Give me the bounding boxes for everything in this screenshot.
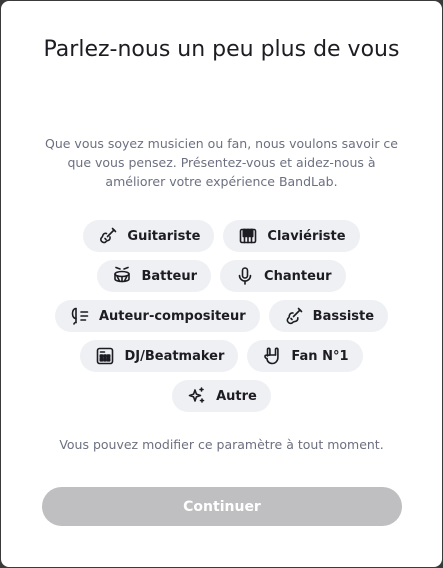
- role-chip-fan[interactable]: [247, 340, 362, 372]
- chip-row: [21, 380, 422, 412]
- role-chip-label: Guitariste: [127, 228, 201, 244]
- modal-title: Parlez-nous un peu plus de vous: [43, 37, 400, 62]
- role-chip-label: Auteur-compositeur: [98, 308, 246, 324]
- songwriter-icon: [70, 306, 90, 326]
- role-chip-dj-beatmaker[interactable]: [80, 340, 238, 372]
- rock-hand-icon: [262, 346, 282, 366]
- role-chip-list: [21, 220, 422, 420]
- role-chip-label: DJ/Beatmaker: [124, 348, 225, 364]
- role-chip-guitariste[interactable]: [83, 220, 214, 252]
- role-chip-bassiste[interactable]: [269, 300, 388, 332]
- drum-machine-icon: [95, 346, 115, 366]
- chip-row: [21, 220, 422, 252]
- chip-row: [21, 340, 422, 372]
- role-chip-autre[interactable]: [172, 380, 271, 412]
- role-chip-label: Autre: [216, 388, 257, 404]
- microphone-icon: [235, 266, 255, 286]
- bass-guitar-icon: [284, 306, 304, 326]
- role-chip-label: Fan N°1: [291, 348, 349, 364]
- role-chip-label: Chanteur: [264, 268, 332, 284]
- role-chip-clavieriste[interactable]: [223, 220, 359, 252]
- drum-icon: [112, 266, 132, 286]
- piano-keys-icon: [238, 226, 258, 246]
- chip-row: [21, 260, 422, 292]
- role-chip-auteur-compositeur[interactable]: [55, 300, 260, 332]
- role-chip-label: Bassiste: [312, 308, 375, 324]
- modal-description: Que vous soyez musicien ou fan, nous voulons savoir ce que vous pensez. Présentez-vous et aidez-nous à améliorer votre expérience BandLab.: [45, 136, 398, 189]
- role-chip-chanteur[interactable]: [220, 260, 346, 292]
- role-chip-label: Claviériste: [267, 228, 346, 244]
- onboarding-modal: [1, 1, 442, 567]
- role-chip-batteur[interactable]: [97, 260, 211, 292]
- role-chip-label: Batteur: [141, 268, 198, 284]
- chip-row: [21, 300, 422, 332]
- sparkles-icon: [187, 386, 207, 406]
- settings-note: Vous pouvez modifier ce paramètre à tout moment.: [59, 437, 384, 452]
- continue-button[interactable]: Continuer: [42, 487, 402, 526]
- guitar-icon: [98, 226, 118, 246]
